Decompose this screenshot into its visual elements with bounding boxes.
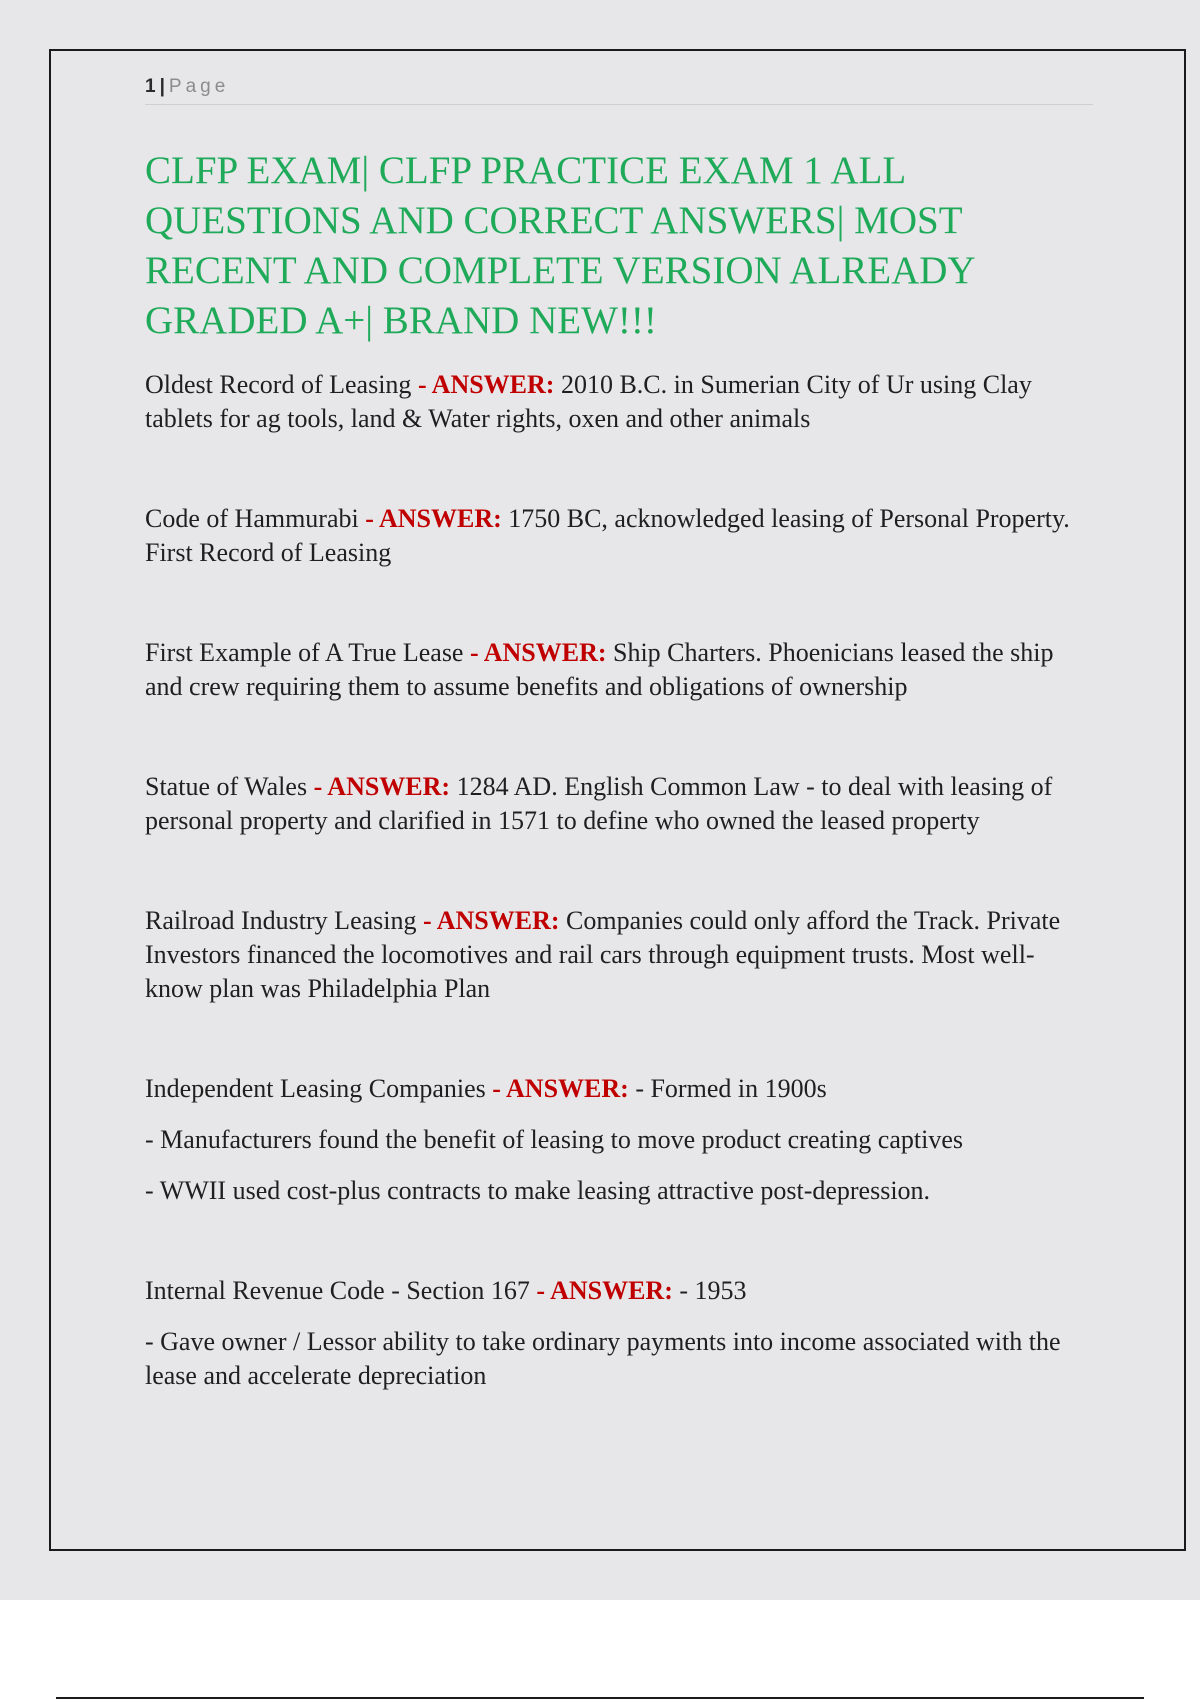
page-number: 1: [145, 76, 156, 97]
question-text: Oldest Record of Leasing: [145, 370, 412, 399]
answer-label: - ANSWER:: [423, 906, 560, 935]
answer-label: - ANSWER:: [365, 504, 502, 533]
question-text: Internal Revenue Code - Section 167: [145, 1276, 530, 1305]
answer-label: - ANSWER:: [536, 1276, 673, 1305]
qa-item: [145, 368, 1090, 436]
qa-item: [145, 904, 1090, 1006]
qa-line: [145, 502, 1090, 570]
answer-extra-line: - WWII used cost-plus contracts to make leasing attractive post-depression.: [145, 1176, 931, 1205]
page-separator: |: [159, 76, 165, 97]
answer-label: - ANSWER:: [492, 1074, 629, 1103]
qa-item: [145, 636, 1090, 704]
qa-item: [145, 1072, 1090, 1208]
document-title: CLFP EXAM| CLFP PRACTICE EXAM 1 ALL QUESTIONS AND CORRECT ANSWERS| MOST RECENT AND COMPLETE VERSION ALREADY GRADED A+| BRAND NEW!!!: [145, 149, 975, 342]
answer-text: - 1953: [679, 1276, 747, 1305]
qa-item: [145, 502, 1090, 570]
answer-label: - ANSWER:: [313, 772, 451, 801]
answer-text: 1284 AD. English Common Law - to deal with leasing of personal property and clarified in 1571 to define who owned the leased property: [145, 772, 1053, 835]
answer-extra-line: - Gave owner / Lessor ability to take ordinary payments into income associated with the lease and accelerate depreciation: [145, 1327, 1061, 1390]
qa-line: [145, 1274, 1090, 1308]
page-word: Page: [168, 76, 230, 97]
qa-item: [145, 1274, 1090, 1393]
answer-extra-line: - Manufacturers found the benefit of leasing to move product creating captives: [145, 1125, 963, 1154]
question-text: Code of Hammurabi: [145, 504, 359, 533]
question-text: Independent Leasing Companies: [145, 1074, 486, 1103]
qa-line: [145, 770, 1090, 838]
question-text: First Example of A True Lease: [145, 638, 464, 667]
answer-text: 1750 BC, acknowledged leasing of Personal Property. First Record of Leasing: [145, 504, 1070, 567]
answer-label: - ANSWER:: [417, 370, 555, 399]
qa-line: [145, 1072, 1090, 1106]
answer-text: 2010 B.C. in Sumerian City of Ur using Clay tablets for ag tools, land & Water rights, oxen and other animals: [145, 370, 1032, 433]
answer-text: Ship Charters. Phoenicians leased the ship and crew requiring them to assume benefits and obligations of ownership: [145, 638, 1054, 701]
qa-line: [145, 368, 1090, 436]
answer-text: Companies could only afford the Track. Private Investors financed the locomotives and rail cars through equipment trusts. Most well-know plan was Philadelphia Plan: [145, 906, 1061, 1003]
answer-label: - ANSWER:: [469, 638, 607, 667]
qa-line: [145, 904, 1090, 1006]
question-text: Railroad Industry Leasing: [145, 906, 417, 935]
qa-item: [145, 770, 1090, 838]
bottom-divider: [56, 1697, 1144, 1699]
qa-line: [145, 636, 1090, 704]
question-text: Statue of Wales: [145, 772, 308, 801]
page-header: [145, 74, 1093, 105]
answer-text: - Formed in 1900s: [635, 1074, 827, 1103]
document-content: [145, 146, 1090, 1459]
